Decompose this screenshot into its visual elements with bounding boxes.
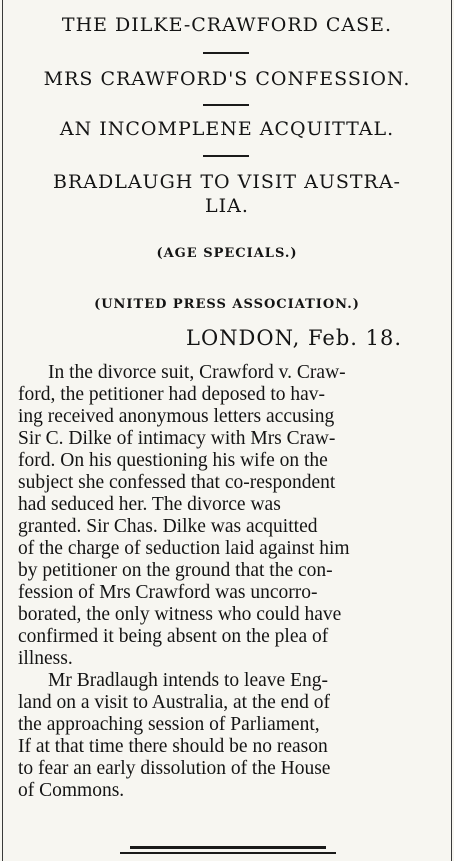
body-text-line: Mr Bradlaugh intends to leave Eng- bbox=[48, 670, 328, 691]
agency-credit: (AGE SPECIALS.) bbox=[156, 246, 298, 261]
headline-divider bbox=[203, 104, 249, 106]
headline-4-continued: LIA. bbox=[205, 195, 249, 217]
headline-4: BRADLAUGH TO VISIT AUSTRA- bbox=[53, 171, 401, 193]
body-text-line: the approaching session of Parliament, bbox=[18, 714, 320, 735]
body-text-line: Sir C. Dilke of intimacy with Mrs Craw- bbox=[18, 428, 336, 449]
body-text-line: granted. Sir Chas. Dilke was acquitted bbox=[18, 516, 318, 537]
body-text-line: land on a visit to Australia, at the end of bbox=[18, 692, 330, 713]
body-text-line: had seduced her. The divorce was bbox=[18, 494, 281, 515]
section-end-rule bbox=[130, 846, 326, 849]
body-text-line: illness. bbox=[18, 648, 73, 669]
body-text-line: If at that time there should be no reason bbox=[18, 736, 328, 757]
body-text-line: ing received anonymous letters accusing bbox=[18, 406, 335, 427]
headline-divider bbox=[203, 52, 249, 54]
body-text-line: ford. On his questioning his wife on the bbox=[18, 450, 328, 471]
dateline: LONDON, Feb. 18. bbox=[186, 326, 403, 350]
headline-1: THE DILKE-CRAWFORD CASE. bbox=[61, 14, 393, 36]
agency-credit-secondary: (UNITED PRESS ASSOCIATION.) bbox=[94, 297, 360, 312]
headline-divider bbox=[203, 155, 249, 157]
body-text-line: to fear an early dissolution of the House bbox=[18, 758, 331, 779]
body-text-line: by petitioner on the ground that the con- bbox=[18, 560, 333, 581]
body-text-line: of Commons. bbox=[18, 780, 125, 801]
body-text-line: In the divorce suit, Crawford v. Craw- bbox=[48, 362, 346, 383]
body-text-line: subject she confessed that co-respondent bbox=[18, 472, 336, 493]
headline-2: MRS CRAWFORD'S CONFESSION. bbox=[43, 68, 411, 90]
body-text-line: fession of Mrs Crawford was uncorro- bbox=[18, 582, 318, 603]
body-text-line: ford, the petitioner had deposed to hav- bbox=[18, 384, 326, 405]
body-text-line: confirmed it being absent on the plea of bbox=[18, 626, 329, 647]
body-text-line: borated, the only witness who could have bbox=[18, 604, 342, 625]
body-text-line: of the charge of seduction laid against him bbox=[18, 538, 350, 559]
headline-3: AN INCOMPLENE ACQUITTAL. bbox=[59, 118, 395, 140]
section-end-rule-lower bbox=[120, 852, 336, 854]
